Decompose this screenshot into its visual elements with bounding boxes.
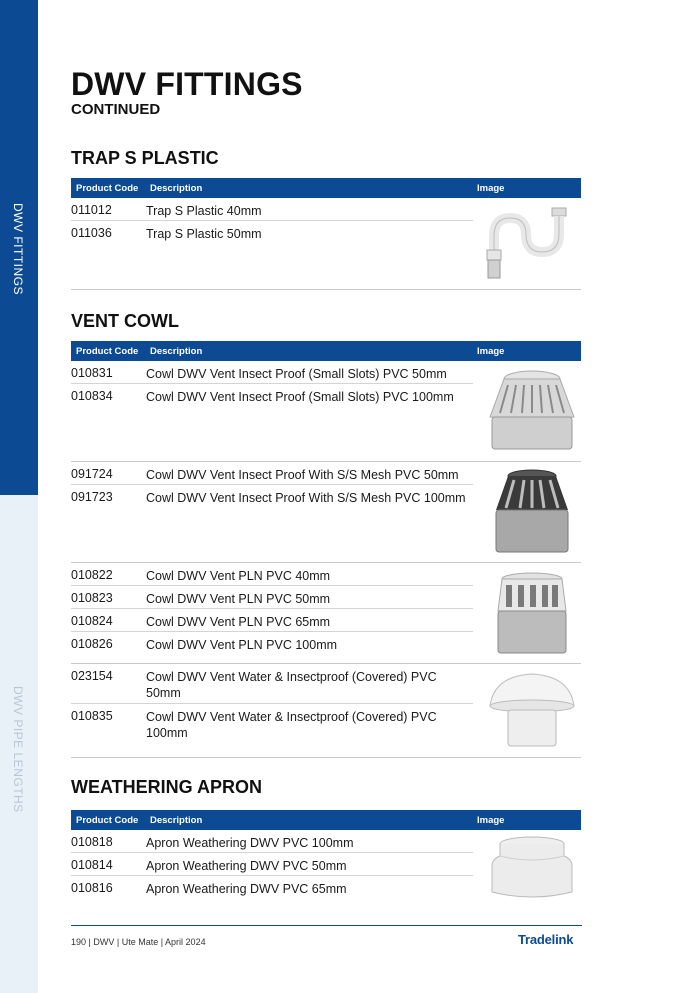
product-description: Cowl DWV Vent Insect Proof (Small Slots) PVC 50mm: [146, 367, 447, 381]
header-description: Description: [150, 815, 203, 826]
product-code: 011012: [71, 203, 112, 217]
brand-logo: Tradelink: [518, 932, 574, 947]
table-row: [71, 704, 473, 744]
table-row: [71, 830, 473, 853]
product-code: 010816: [71, 881, 113, 895]
product-description: Cowl DWV Vent PLN PVC 40mm: [146, 569, 331, 583]
product-code: 010818: [71, 835, 113, 849]
header-description: Description: [150, 183, 203, 194]
product-code: 010826: [71, 637, 113, 651]
side-tab-label-inactive: DWV PIPE LENGTHS: [11, 686, 25, 813]
table-row: [71, 853, 473, 876]
product-code: 023154: [71, 669, 113, 683]
mesh-cowl-icon: [486, 468, 578, 558]
table-row: [71, 609, 473, 632]
table-header: [71, 178, 581, 198]
product-code: 010835: [71, 709, 113, 723]
product-code: 010823: [71, 591, 113, 605]
product-description: Cowl DWV Vent Insect Proof With S/S Mesh PVC 100mm: [146, 491, 466, 505]
table-row: [71, 664, 473, 704]
header-description: Description: [150, 346, 203, 357]
section-title: VENT COWL: [71, 311, 179, 331]
table-row: [71, 632, 473, 655]
section-trap-s-plastic: [71, 148, 581, 290]
product-description: Cowl DWV Vent Water & Insectproof (Covered) PVC 50mm: [146, 670, 437, 700]
footer-text: 190 | DWV | Ute Mate | April 2024: [71, 937, 206, 947]
table-row: [71, 198, 473, 221]
product-group: [71, 830, 581, 908]
product-code: 010831: [71, 366, 113, 380]
table-row: [71, 361, 473, 384]
section-title: WEATHERING APRON: [71, 777, 262, 797]
product-group: [71, 462, 581, 563]
product-code: 011036: [71, 226, 112, 240]
s-trap-icon: [486, 204, 578, 284]
product-code: 010814: [71, 858, 113, 872]
covered-cowl-icon: [486, 670, 578, 752]
product-code: 010822: [71, 568, 113, 582]
product-group: [71, 361, 581, 462]
product-code: 091724: [71, 467, 113, 481]
section-title: TRAP S PLASTIC: [71, 148, 219, 168]
page-title: DWV FITTINGS: [71, 66, 303, 102]
table-header: [71, 341, 581, 361]
product-group: [71, 664, 581, 758]
table-row: [71, 586, 473, 609]
section-vent-cowl: [71, 311, 581, 758]
header-code: Product Code: [76, 183, 139, 194]
product-description: Apron Weathering DWV PVC 65mm: [146, 882, 347, 896]
product-description: Apron Weathering DWV PVC 50mm: [146, 859, 347, 873]
header-code: Product Code: [76, 346, 139, 357]
product-group: [71, 563, 581, 664]
product-description: Trap S Plastic 50mm: [146, 227, 262, 241]
product-group: [71, 198, 581, 290]
product-description: Cowl DWV Vent PLN PVC 100mm: [146, 638, 338, 652]
product-description: Apron Weathering DWV PVC 100mm: [146, 836, 354, 850]
weathering-apron-icon: [486, 834, 578, 904]
footer-divider: [71, 925, 582, 926]
section-weathering-apron: [71, 777, 581, 908]
table-row: [71, 485, 473, 525]
table-row: [71, 221, 473, 244]
header-code: Product Code: [76, 815, 139, 826]
product-description: Cowl DWV Vent PLN PVC 65mm: [146, 615, 331, 629]
product-description: Cowl DWV Vent Insect Proof With S/S Mesh PVC 50mm: [146, 468, 459, 482]
header-image: Image: [477, 815, 505, 826]
product-description: Cowl DWV Vent Insect Proof (Small Slots) PVC 100mm: [146, 390, 454, 404]
table-row: [71, 876, 473, 899]
product-code: 010834: [71, 389, 113, 403]
product-description: Cowl DWV Vent Water & Insectproof (Covered) PVC 100mm: [146, 710, 437, 740]
pln-cowl-icon: [486, 571, 578, 659]
header-image: Image: [477, 346, 505, 357]
product-description: Trap S Plastic 40mm: [146, 204, 262, 218]
product-code: 091723: [71, 490, 113, 504]
header-image: Image: [477, 183, 505, 194]
table-row: [71, 384, 473, 407]
product-description: Cowl DWV Vent PLN PVC 50mm: [146, 592, 331, 606]
table-header: [71, 810, 581, 830]
page-subtitle: CONTINUED: [71, 101, 161, 118]
table-row: [71, 563, 473, 586]
side-tab-label-active: DWV FITTINGS: [11, 203, 25, 295]
slotted-cowl-icon: [486, 367, 578, 455]
table-row: [71, 462, 473, 485]
product-code: 010824: [71, 614, 113, 628]
